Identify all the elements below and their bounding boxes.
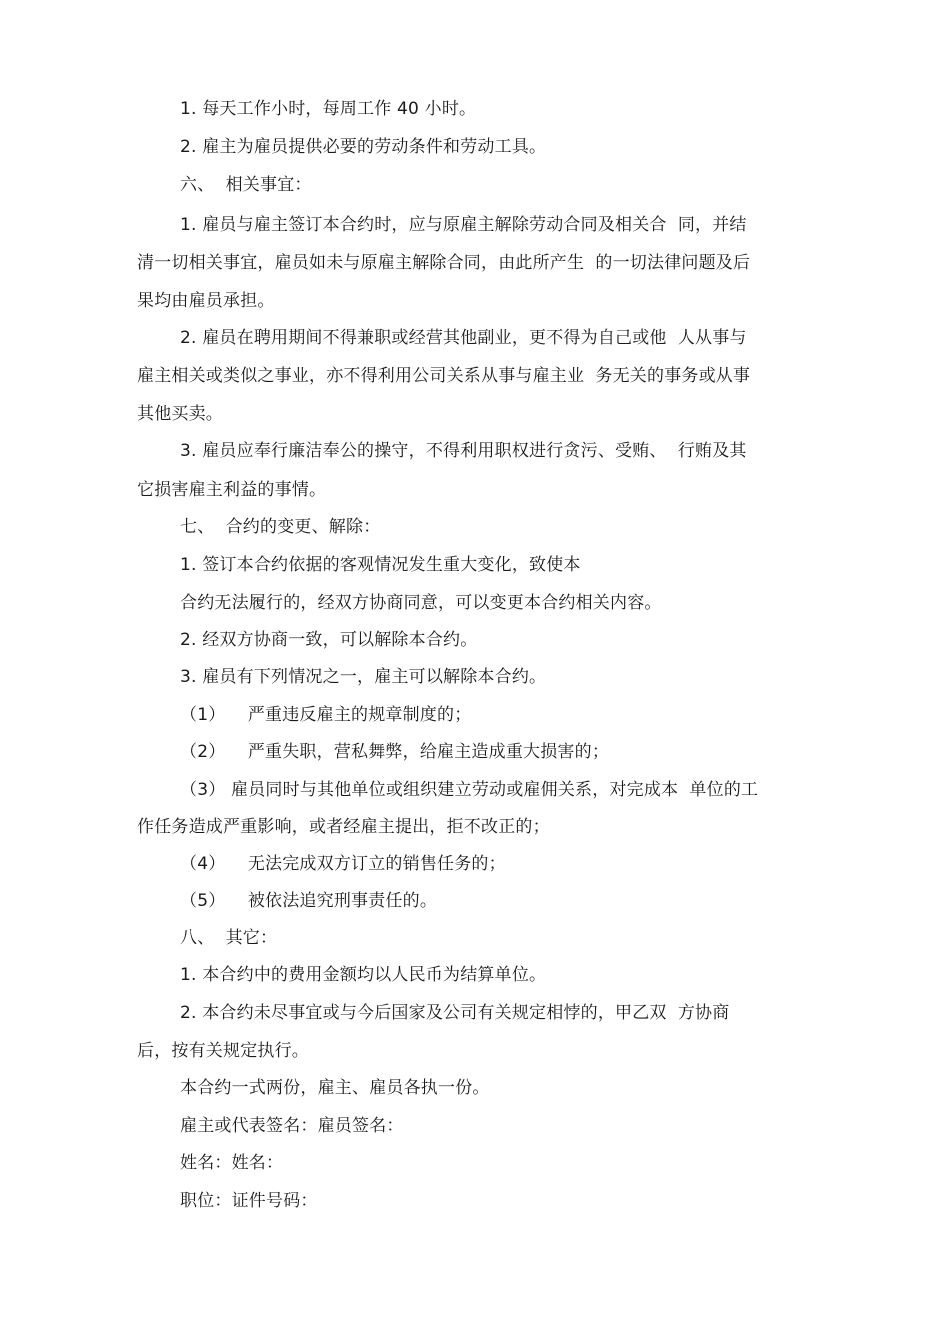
name-line: 姓名：姓名：	[180, 1153, 284, 1173]
list-item: （3） 雇员同时与其他单位或组织建立劳动或雇佣关系，对完成本 单位的工	[180, 780, 759, 800]
paragraph-line: 后，按有关规定执行。	[137, 1041, 309, 1061]
paragraph-line: 2. 雇员在聘用期间不得兼职或经营其他副业，更不得为自己或他 人从事与	[180, 328, 747, 348]
paragraph-line: 清一切相关事宜，雇员如未与原雇主解除合同，由此所产生 的一切法律问题及后	[137, 253, 751, 273]
paragraph-line: 果均由雇员承担。	[137, 291, 275, 311]
paragraph-line: 作任务造成严重影响，或者经雇主提出，拒不改正的；	[137, 817, 550, 837]
list-item: （5） 被依法追究刑事责任的。	[180, 891, 438, 911]
section-heading: 六、 相关事宜：	[180, 175, 312, 195]
paragraph-line: 2. 雇主为雇员提供必要的劳动条件和劳动工具。	[180, 137, 547, 157]
paragraph-line: 合约无法履行的，经双方协商同意，可以变更本合约相关内容。	[180, 593, 662, 613]
paragraph-line: 2. 经双方协商一致，可以解除本合约。	[180, 630, 478, 650]
list-item: （1） 严重违反雇主的规章制度的；	[180, 705, 472, 725]
paragraph-line: 1. 本合约中的费用金额均以人民币为结算单位。	[180, 965, 547, 985]
paragraph-line: 它损害雇主利益的事情。	[137, 480, 327, 500]
signature-line: 雇主或代表签名：雇员签名：	[180, 1116, 404, 1136]
paragraph-line: 3. 雇员应奉行廉洁奉公的操守，不得利用职权进行贪污、受贿、 行贿及其	[180, 441, 747, 461]
paragraph-line: 2. 本合约未尽事宜或与今后国家及公司有关规定相悖的，甲乙双 方协商	[180, 1003, 730, 1023]
section-heading: 七、 合约的变更、解除：	[180, 517, 381, 537]
list-item: （2） 严重失职，营私舞弊，给雇主造成重大损害的；	[180, 742, 610, 762]
paragraph-line: 本合约一式两份，雇主、雇员各执一份。	[180, 1078, 490, 1098]
list-item: （4） 无法完成双方订立的销售任务的；	[180, 854, 506, 874]
paragraph-line: 1. 每天工作小时，每周工作 40 小时。	[180, 99, 477, 119]
paragraph-line: 雇主相关或类似之事业，亦不得利用公司关系从事与雇主业 务无关的事务或从事	[137, 366, 751, 386]
section-heading: 八、 其它：	[180, 928, 278, 948]
paragraph-line: 其他买卖。	[137, 404, 223, 424]
paragraph-line: 3. 雇员有下列情况之一，雇主可以解除本合约。	[180, 667, 547, 687]
paragraph-line: 1. 签订本合约依据的客观情况发生重大变化，致使本	[180, 555, 581, 575]
position-line: 职位：证件号码：	[180, 1191, 318, 1211]
paragraph-line: 1. 雇员与雇主签订本合约时，应与原雇主解除劳动合同及相关合 同，并结	[180, 215, 747, 235]
